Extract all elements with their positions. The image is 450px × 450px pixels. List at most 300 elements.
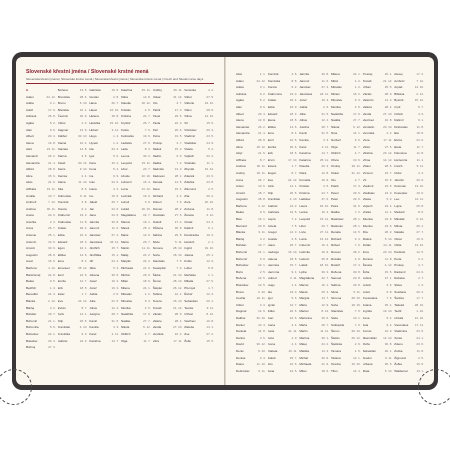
name-text: Přemysl [184,285,196,290]
name-text: Jiří [89,259,94,264]
name-text: Svätopluk [330,322,345,327]
name-text: Rebeka [394,276,405,281]
name-row [58,212,88,219]
name-row [299,177,329,184]
name-day-date: 5. 6. [113,153,119,158]
name-row [121,160,151,167]
name-row [26,324,56,331]
name-row [331,91,361,98]
name-row [394,150,424,157]
name-row [184,232,214,239]
name-text: Eliška [267,124,276,129]
name-day-date: 31. 12. [351,170,361,175]
name-row [299,190,329,197]
name-row [26,291,56,298]
name-text: Marie [120,233,129,238]
name-row [89,258,119,265]
name-row [26,245,56,252]
name-row [268,236,298,243]
name-row [26,94,56,101]
name-row [121,245,151,252]
name-row [236,335,266,342]
name-text: Edita [57,233,65,238]
name-day-date: 24. 9. [206,140,214,145]
name-row [331,229,361,236]
name-row [184,245,214,252]
name-day-date: 4. 11. [321,144,329,149]
name-day-date: 2. 5. [259,269,266,274]
name-text: Ľubor [362,289,371,294]
name-day-date: 14. 1. [206,325,214,330]
name-row [26,133,56,140]
name-row [26,153,56,160]
name-row [268,256,298,263]
name-day-date: 14. 3. [321,348,329,353]
name-day-date: 1. 7. [208,285,214,290]
name-row [299,275,329,282]
name-day-date: 24. 6. [289,362,298,367]
name-day-date: 3. 11. [111,127,119,132]
name-row [299,78,329,85]
name-day-date: 14. 6. [289,124,298,129]
name-row [299,302,329,309]
name-day-date: 4. 4. [418,170,424,175]
name-row [121,100,151,107]
name-day-date: 31. 5. [111,318,119,323]
name-text: Dobroslav [236,368,250,373]
name-day-date: 17. 9. [143,312,151,317]
name-text: Olívia [330,157,339,162]
name-text: Iva [89,173,94,178]
name-day-date: 18. 12. [141,101,151,106]
corner-stitch-decoration [418,369,450,405]
name-day-date: 30. 12. [256,342,266,347]
name-day-date: 16. 10. [109,107,119,112]
name-text: Diana [57,180,66,185]
name-row [236,84,266,91]
name-day-date: 6. 6. [354,137,361,142]
name-day-date: 23. 3. [289,91,298,96]
name-text: Zita [362,230,368,235]
name-text: Július [299,118,307,123]
name-row [331,190,361,197]
name-text: Eva [57,299,63,303]
name-text: Radka [330,210,340,215]
name-text: Lucia [299,236,307,241]
name-row [153,199,183,206]
name-row [58,219,88,226]
name-text: Mikuláš [394,217,405,222]
name-row [236,183,266,190]
name-day-date: 7. 2. [176,160,183,165]
name-text: Jakub [267,355,276,360]
name-text: Šárka [152,272,161,277]
name-day-date: 25. 5. [384,362,393,367]
name-row [299,157,329,164]
name-day-date: 15. 5. [416,362,424,367]
name-row [153,291,183,298]
name-row [268,163,298,170]
name-row [236,216,266,223]
name-row [331,236,361,243]
name-text: Leopold [120,160,132,165]
name-row [299,361,329,368]
name-text: Alan [26,127,33,132]
name-row [184,305,214,312]
name-row [363,315,393,322]
name-day-date: 7. 5. [291,223,298,228]
name-day-date: 29. 8. [174,233,183,238]
name-day-date: 12. 9. [321,302,329,307]
name-row [363,368,393,375]
name-day-date: 9. 9. [113,173,119,178]
name-day-date: 11. 11. [320,329,329,334]
name-day-date: 12. 5. [416,250,424,255]
name-text: Igor [267,296,273,301]
name-text: A [26,88,29,92]
name-text: Eduard [267,111,278,116]
name-row [121,225,151,232]
name-row [236,368,266,375]
name-day-date: 24. 12. [46,94,56,99]
name-row [299,328,329,335]
name-text: Kristián [120,107,131,112]
name-row [299,111,329,118]
name-day-date: 31. 12. [173,94,183,99]
name-row [184,140,214,147]
name-row [299,84,329,91]
name-text: Hynek [89,140,98,145]
name-day-date: 7. 5. [354,309,361,314]
name-day-date: 19. 3. [111,279,119,284]
name-day-date: 11. 1. [384,210,393,215]
name-row [299,322,329,329]
name-text: Rudolf [330,263,340,268]
name-text: Hedviga [267,250,279,255]
name-day-date: 6. 12. [353,124,361,129]
name-text: Ambrož [26,200,37,205]
name-row [89,324,119,331]
name-row [236,256,266,263]
name-text: Lukáš [299,263,308,268]
name-text: Sabína [330,283,341,287]
name-text: Miroslav [330,98,343,103]
name-day-date: 15. 6. [384,177,393,182]
name-day-date: 4. 8. [291,72,298,76]
name-text: Zoltán [362,243,371,248]
name-day-date: 24. 8. [48,272,56,277]
name-text: Milena [330,72,340,76]
name-row [58,298,88,305]
name-row [89,245,119,252]
name-row [268,183,298,190]
name-row [394,302,424,309]
name-row [394,348,424,355]
name-row [89,133,119,140]
name-text: Gregor [267,230,277,235]
name-text: Zlata [362,368,370,373]
name-text: Nina [330,131,338,136]
name-text: Dalimír [394,118,404,123]
name-row [153,305,183,312]
name-text: Magdaléna [299,276,315,281]
name-text: Pavla [152,120,161,125]
name-row [363,249,393,256]
name-day-date: 1. 2. [144,292,151,297]
name-text: Zlatica [362,236,372,241]
name-day-date: 23. 7. [321,223,329,228]
name-day-date: 9. 6. [49,127,56,132]
name-row [58,239,88,246]
name-text: Izidor [394,170,402,175]
name-day-date: 4. 12. [206,213,214,218]
name-text: Václav [362,91,372,96]
name-day-date: 29. 3. [48,338,56,343]
name-day-date: 18. 5. [289,151,298,156]
name-day-date: 15. 10. [109,120,119,125]
name-text: Patrik [152,107,161,112]
name-row [331,111,361,118]
name-text: Ctiboh [394,111,403,116]
name-text: Josef [89,279,97,284]
name-day-date: 12. 3. [289,230,298,235]
name-row [89,94,119,101]
name-row [89,305,119,312]
name-text: Jarolím [394,177,405,182]
name-day-date: 16. 9. [289,104,298,109]
name-row [268,177,298,184]
name-text: Ilona [89,160,96,165]
name-row [394,355,424,362]
name-text: Andrej [236,170,245,175]
name-day-date: 9. 3. [81,331,88,336]
name-row [363,302,393,309]
name-day-date: 14. 5. [353,230,361,235]
name-row [26,311,56,318]
name-row [184,133,214,140]
name-row [89,173,119,180]
name-text: Simona [152,246,163,251]
name-day-date: 24. 5. [289,368,298,373]
name-text: Dominika [267,78,281,83]
name-row [236,223,266,230]
name-text: Ildikó [267,309,275,314]
name-row [89,278,119,285]
name-row [58,199,88,206]
name-day-date: 27. 4. [321,85,329,90]
name-day-date: 13. 12. [414,243,424,248]
name-day-date: 3. 6. [144,200,151,205]
name-day-date: 21. 5. [111,299,119,303]
name-text: Gabriel [57,338,68,343]
name-row [268,308,298,315]
name-row [26,265,56,272]
name-day-date: 11. 11. [141,246,151,251]
name-text: Ivana [267,322,275,327]
name-text: Cyril [394,104,401,109]
name-day-date: 24. 6. [111,180,119,185]
name-text: Dorota [267,85,277,90]
name-day-date: 13. 5. [79,88,88,92]
name-day-date: 2. 5. [208,186,214,191]
name-row [394,111,424,118]
name-day-date: 17. 10. [288,157,298,162]
name-text: Ruža [362,342,370,347]
name-row [121,133,151,140]
name-row [184,338,214,345]
name-row [121,120,151,127]
name-day-date: 28. 4. [384,104,393,109]
name-text: Oto [330,177,336,182]
name-day-date: 6. 10. [258,289,266,294]
name-row [184,311,214,318]
name-row [58,265,88,272]
name-text: Viliam [362,164,371,169]
name-text: Belo [236,217,243,222]
name-row [331,315,361,322]
name-row [89,272,119,279]
name-row [268,209,298,216]
name-row [26,206,56,213]
name-day-date: 1. 3. [49,285,56,290]
name-row [26,193,56,200]
name-day-date: 3. 5. [259,335,266,340]
name-day-date: 2. 8. [291,236,298,241]
name-day-date: 9. 10. [258,348,266,353]
name-text: Katarína [299,157,311,162]
name-text: René [152,186,160,191]
name-text: Libor [299,223,306,228]
name-row [331,355,361,362]
name-row [121,324,151,331]
name-text: Nadežda [330,111,343,116]
name-text: Dalimil [184,226,194,231]
name-row [58,153,88,160]
name-row [394,209,424,216]
name-text: Natália [330,118,341,123]
name-day-date: 23. 3. [289,289,298,294]
name-row [26,186,56,193]
name-row [363,91,393,98]
name-text: Ema [57,259,64,264]
name-text: Vieroslava [394,322,409,327]
name-day-date: 19. 7. [384,170,393,175]
name-row [58,186,88,193]
name-day-date: 26. 7. [48,226,56,231]
name-day-date: 1. 7. [81,292,88,297]
name-row [89,252,119,259]
name-day-date: 1. 2. [113,140,119,145]
name-text: Monika [120,305,131,310]
name-row [236,144,266,151]
name-row [268,71,298,78]
name-row [394,368,424,375]
name-row [236,78,266,85]
name-text: Beáta [26,279,34,284]
name-row [121,107,151,114]
name-day-date: 26. 1. [384,72,393,76]
name-text: Radoslav [330,217,344,222]
name-day-date: 11. 6. [111,226,119,231]
name-row [299,242,329,249]
name-row [394,269,424,276]
name-row [121,265,151,272]
name-day-date: 15. 4. [111,160,119,165]
name-text: Terézia [330,362,341,367]
name-row [121,258,151,265]
name-row [89,166,119,173]
name-text: Agáta [26,120,34,125]
name-row [299,341,329,348]
name-text: Mária [299,302,307,307]
name-text: Jindřiška [89,252,102,257]
name-text: Ambróz [394,78,405,83]
name-text: Hugo [89,134,97,139]
name-text: Kvetoslava [362,296,378,301]
name-text: Sebastián [184,299,198,303]
name-day-date: 30. 8. [384,342,393,347]
name-row [58,160,88,167]
name-text: Dušan [57,226,67,231]
name-day-date: 14. 1. [353,131,361,136]
name-day-date: 20. 1. [206,299,214,303]
name-row [331,262,361,269]
name-row [153,186,183,193]
name-day-date: 18. 10. [141,206,151,211]
name-text: Iveta [267,329,275,334]
name-text: Arnold [236,190,245,195]
name-day-date: 4. 2. [208,88,214,92]
name-day-date: 18. 10. [173,252,183,257]
name-day-date: 14. 5. [174,180,183,185]
name-text: Xénia [394,335,402,340]
notebook [12,52,438,390]
name-row [331,177,361,184]
name-text: Gabriel [267,203,278,208]
name-day-date: 4. 7. [418,263,424,268]
name-day-date: 17. 7. [416,296,424,301]
name-row [394,203,424,210]
name-row [58,311,88,318]
name-day-date: 5. 2. [49,120,56,125]
name-text: Božena [57,88,68,92]
name-day-date: 27. 5. [206,279,214,284]
name-day-date: 27. 6. [143,140,151,145]
name-text: Richard [330,236,342,241]
name-row [26,298,56,305]
name-day-date: 1. 4. [113,134,119,139]
name-row [121,305,151,312]
name-row [394,91,424,98]
name-column [236,71,266,374]
name-day-date: 7. 5. [176,259,183,264]
name-text: Štefan [330,335,340,340]
name-day-date: 4. 12. [48,266,56,271]
name-row [89,311,119,318]
name-day-date: 17. 3. [174,107,183,112]
name-row [331,196,361,203]
name-text: Vojtech [362,203,373,208]
name-day-date: 3. 6. [386,283,393,287]
name-row [331,302,361,309]
name-text: Tomáš [152,305,162,310]
name-row [89,160,119,167]
name-text: Jarmila [89,219,99,224]
name-day-date: 23. 5. [206,134,214,139]
name-text: Vojtěch [184,153,195,158]
name-row [331,209,361,216]
name-text: Bibiána [394,91,405,96]
